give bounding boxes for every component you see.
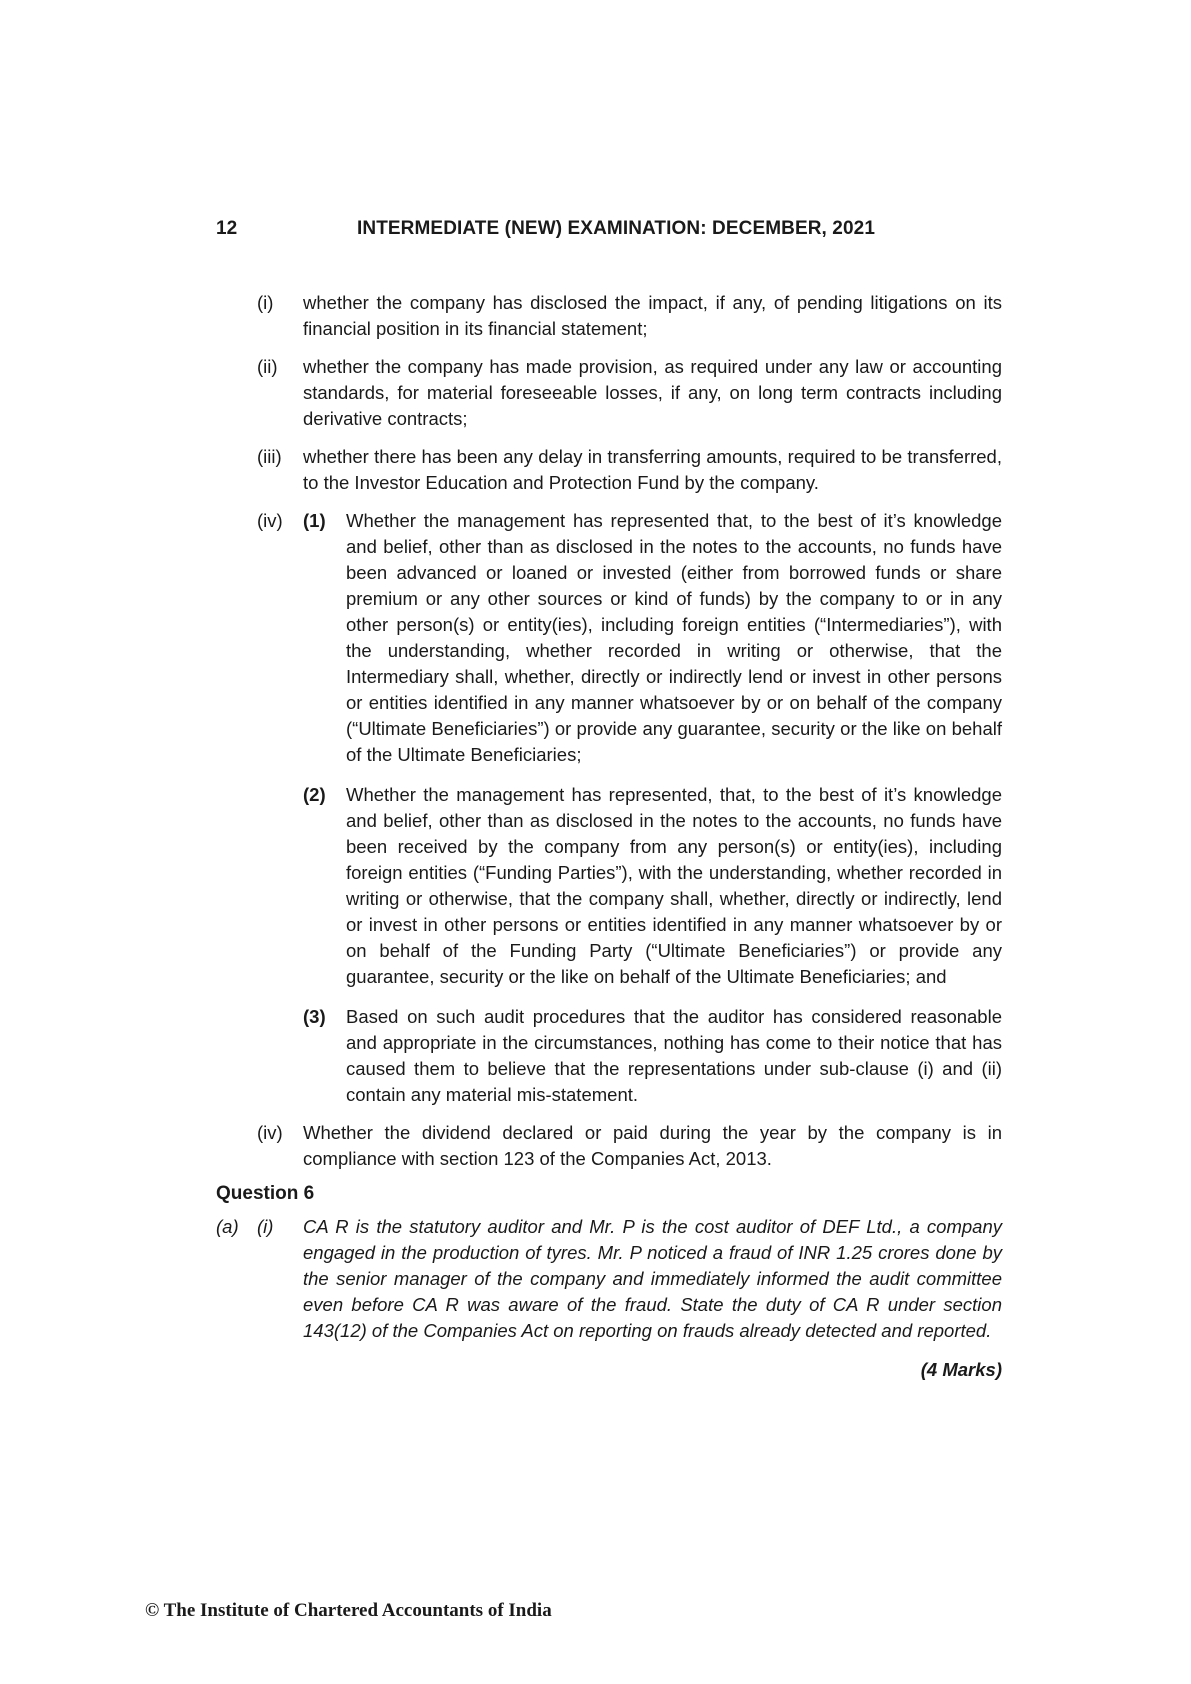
item-number: (iv) — [257, 510, 283, 531]
list-item — [257, 354, 1002, 432]
sub-item — [303, 508, 1002, 768]
marks-label: (4 Marks) — [920, 1359, 1002, 1380]
sub-item-number: (3) — [303, 1006, 326, 1027]
item-number: (iv) — [257, 1122, 283, 1143]
sub-item-text: Whether the management has represented, that, to the best of it’s knowledge and belief, other than as disclosed in the notes to the accounts, no funds have been received by the company from any person(s) or entity(ies), including foreign entities (“Funding Parties”), with the understanding, whether recorded in writing or otherwise, that the company shall, whether, directly or indirectly, lend or invest in other persons or entities identified in any manner whatsoever by or on behalf of the Funding Party (“Ultimate Beneficiaries”) or provide any guarantee, security or the like on behalf of the Ultimate Beneficiaries; and — [346, 784, 1002, 987]
sub-item-number: (2) — [303, 784, 326, 805]
sub-item-list — [303, 508, 1002, 1108]
sub-item — [303, 782, 1002, 990]
item-number: (iii) — [257, 446, 282, 467]
answer-content — [257, 290, 1002, 1184]
page-header-title: INTERMEDIATE (NEW) EXAMINATION: DECEMBER, 2021 — [357, 218, 875, 239]
list-item — [257, 290, 1002, 342]
copyright-footer: © The Institute of Chartered Accountants of India — [145, 1600, 552, 1621]
item-text: whether the company has disclosed the impact, if any, of pending litigations on its financial position in its financial statement; — [303, 292, 1002, 339]
question-part-label: (a) — [216, 1216, 239, 1237]
sub-item-text: Based on such audit procedures that the auditor has considered reasonable and appropriate in the circumstances, nothing has come to their notice that has caused them to believe that the representations under sub-clause (i) and (ii) contain any material mis-statement. — [346, 1006, 1002, 1105]
list-item — [257, 1120, 1002, 1172]
sub-item-text: Whether the management has represented that, to the best of it’s knowledge and belief, other than as disclosed in the notes to the accounts, no funds have been advanced or loaned or invested (either from borrowed funds or share premium or any other sources or kind of funds) by the company to or in any other person(s) or entity(ies), including foreign entities (“Intermediaries”), with the understanding, whether recorded in writing or otherwise, that the Intermediary shall, whether, directly or indirectly lend or invest in other persons or entities identified in any manner whatsoever by or on behalf of the company (“Ultimate Beneficiaries”) or provide any guarantee, security or the like on behalf of the Ultimate Beneficiaries; — [346, 510, 1002, 765]
question-text: CA R is the statutory auditor and Mr. P is the cost auditor of DEF Ltd., a company engaged in the production of tyres. Mr. P noticed a fraud of INR 1.25 crores done by the senior manager of the company and immediately informed the audit committee even before CA R was aware of the fraud. State the duty of CA R under section 143(12) of the Companies Act on reporting on frauds already detected and reported. — [303, 1216, 1002, 1341]
question-subpart-label: (i) — [257, 1216, 274, 1237]
item-text: Whether the dividend declared or paid during the year by the company is in compliance with section 123 of the Companies Act, 2013. — [303, 1122, 1002, 1169]
question-heading: Question 6 — [216, 1183, 315, 1204]
sub-item-number: (1) — [303, 510, 326, 531]
list-item-iv — [257, 508, 1002, 1108]
item-number: (ii) — [257, 356, 278, 377]
list-item — [257, 444, 1002, 496]
page-number: 12 — [216, 218, 238, 239]
sub-item — [303, 1004, 1002, 1108]
question-part — [216, 1214, 1002, 1344]
item-number: (i) — [257, 292, 274, 313]
item-text: whether there has been any delay in transferring amounts, required to be transferred, to the Investor Education and Protection Fund by the company. — [303, 446, 1002, 493]
item-text: whether the company has made provision, as required under any law or accounting standards, for material foreseeable losses, if any, on long term contracts including derivative contracts; — [303, 356, 1002, 429]
